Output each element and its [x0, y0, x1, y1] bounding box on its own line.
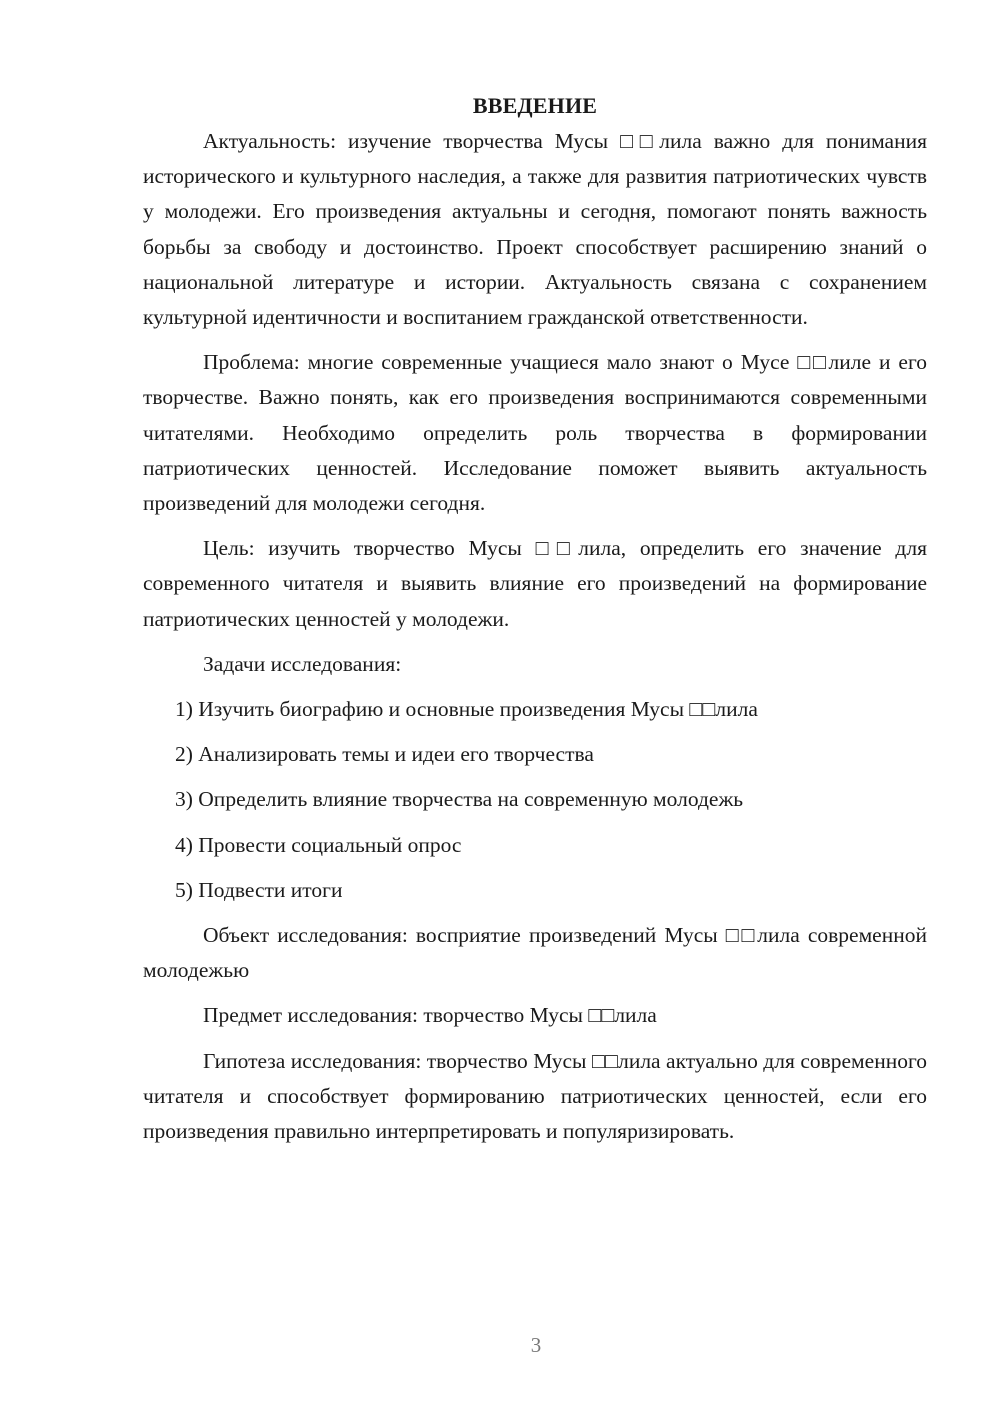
tasks-heading: Задачи исследования:	[203, 651, 402, 676]
task-item: 5) Подвести итоги	[175, 877, 343, 902]
tasks-list	[143, 692, 927, 908]
page-number: 3	[530, 1333, 542, 1357]
page-content	[143, 90, 927, 1159]
hypothesis-paragraph: Гипотеза исследования: творчество Мусы □□лила актуально для современного читателя и способствует формированию патриотических ценностей, если его произведения правильно интерпретировать и популяризировать.	[143, 1048, 927, 1144]
object-paragraph: Объект исследования: восприятие произведений Мусы □□лила современной молодежью	[143, 923, 927, 983]
problem-paragraph: Проблема: многие современные учащиеся мало знают о Мусе □□лиле и его творчестве. Важно понять, как его произведения воспринимаются современными читателями. Необходимо определить роль творчества в формировании патриотических ценностей. Исследование поможет выявить актуальность произведений для молодежи сегодня.	[143, 350, 927, 516]
relevance-paragraph: Актуальность: изучение творчества Мусы □□лила важно для понимания исторического и культурного наследия, а также для развития патриотических чувств у молодежи. Его произведения актуальны и сегодня, помогают понять важность борьбы за свободу и достоинство. Проект способствует расширению знаний о национальной литературе и истории. Актуальность связана с сохранением культурной идентичности и воспитанием гражданской ответственности.	[143, 129, 927, 330]
task-item: 2) Анализировать темы и идеи его творчества	[175, 742, 594, 767]
task-item: 4) Провести социальный опрос	[175, 832, 462, 857]
subject-paragraph: Предмет исследования: творчество Мусы □□лила	[203, 1003, 657, 1028]
goal-paragraph: Цель: изучить творчество Мусы □□лила, определить его значение для современного читателя и выявить влияние его произведений на формирование патриотических ценностей у молодежи.	[143, 536, 927, 631]
page-title: ВВЕДЕНИЕ	[472, 93, 598, 118]
task-item: 1) Изучить биографию и основные произведения Мусы □□лила	[175, 697, 758, 722]
task-item: 3) Определить влияние творчества на современную молодежь	[175, 787, 744, 812]
